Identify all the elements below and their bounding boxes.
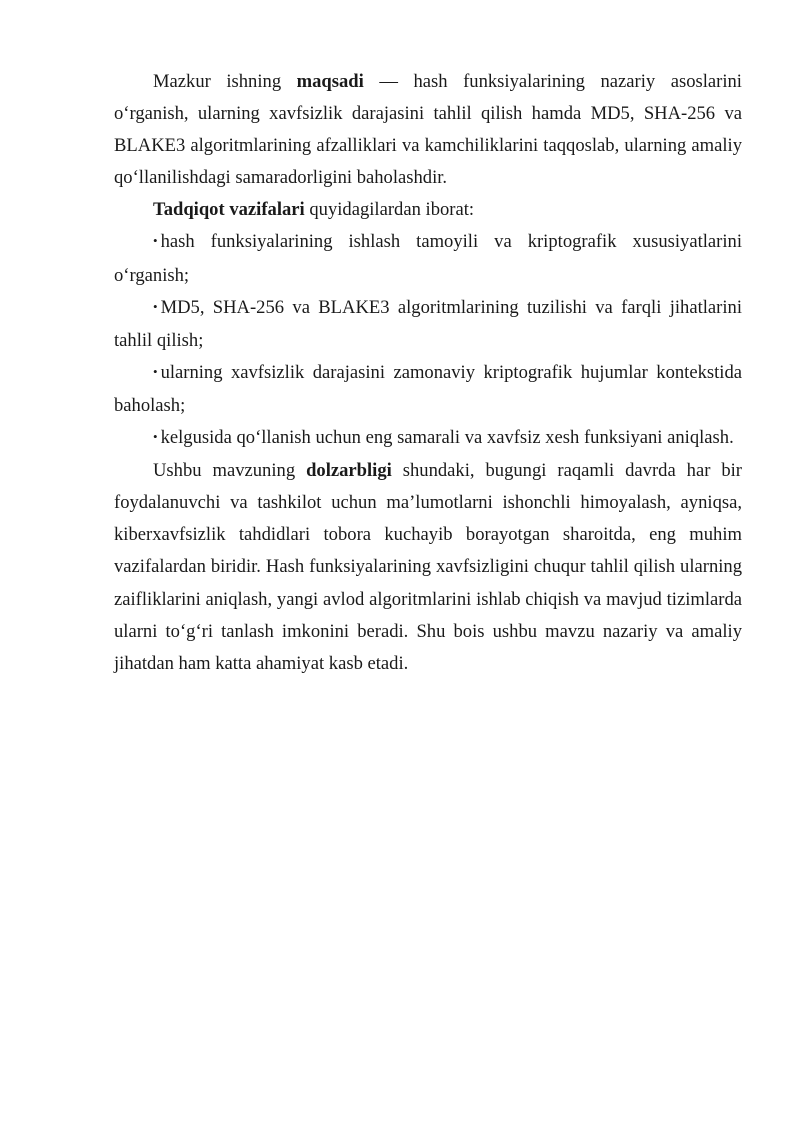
document-page: [114, 66, 742, 680]
task-item-text: MD5, SHA-256 va BLAKE3 algoritmlarining tuzilishi va farqli jihatlarini tahlil qilish;: [114, 296, 742, 351]
goal-keyword: maqsadi: [296, 71, 364, 92]
bullet-icon: •: [153, 298, 158, 314]
tasks-heading: [114, 194, 742, 226]
relevance-prefix: Ushbu mavzuning: [153, 460, 307, 482]
bullet-icon: •: [153, 233, 158, 249]
tasks-keyword: Tadqiqot vazifalari: [153, 199, 305, 221]
relevance-keyword: dolzarbligi: [306, 460, 392, 482]
bullet-icon: •: [153, 429, 158, 445]
goal-text: — hash funksiyalarining nazariy asoslarini o‘rganish, ularning xavfsizlik darajasini tahlil qilish hamda MD5, SHA-256 va BLAKE3 algoritmlarining afzalliklari va kamchiliklarini taqqoslab, ularning amaliy qo‘llanilishdagi samaradorligini baholashdir.: [114, 71, 742, 189]
task-item: [114, 422, 742, 455]
relevance-text: shundaki, bugungi raqamli davrda har bir foydalanuvchi va tashkilot uchun ma’lumotlarni ishonchli himoyalash, ayniqsa, kiberxavfsizlik tahdidlari tobora kuchayib borayotgan sharoitda, eng muhim vazifalardan biridir. Hash funksiyalarining xavfsizligini chuqur tahlil qilish ularning zaifliklarini aniqlash, yangi avlod algoritmlarini ishlab chiqish va mavjud tizimlarda ularni to‘g‘ri tanlash imkonini beradi. Shu bois ushbu mavzu nazariy va amaliy jihatdan ham katta ahamiyat kasb etadi.: [114, 460, 742, 674]
goal-paragraph: [114, 66, 742, 194]
task-item-text: kelgusida qo‘llanish uchun eng samarali va xavfsiz xesh funksiyani aniqlash.: [160, 427, 734, 449]
task-item: [114, 357, 742, 422]
relevance-paragraph: [114, 455, 742, 680]
task-item-text: hash funksiyalarining ishlash tamoyili va kriptografik xususiyatlarini o‘rganish;: [114, 231, 742, 286]
task-item: [114, 292, 742, 357]
task-item-text: ularning xavfsizlik darajasini zamonaviy kriptografik hujumlar kontekstida baholash;: [114, 361, 742, 416]
bullet-icon: •: [153, 363, 158, 379]
task-item: [114, 226, 742, 291]
tasks-heading-text: quyidagilardan iborat:: [304, 199, 475, 221]
goal-prefix: Mazkur ishning: [153, 71, 297, 92]
